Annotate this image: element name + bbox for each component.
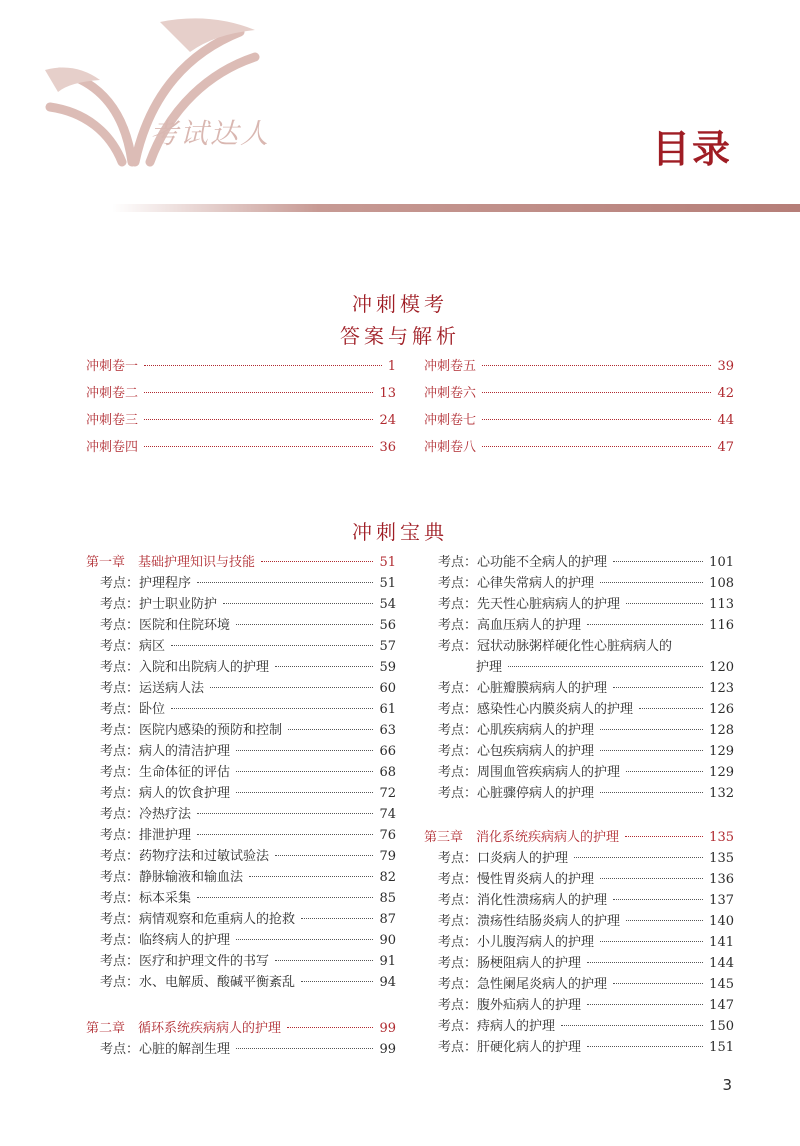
toc-entry[interactable]: 考点：静脉输液和输血法 82 <box>100 870 396 885</box>
toc-entry[interactable]: 考点：高血压病人的护理 116 <box>438 618 734 633</box>
toc-entry[interactable]: 考点：药物疗法和过敏试验法 79 <box>100 849 396 864</box>
toc-entry-multiline[interactable]: 考点：冠状动脉粥样硬化性心脏病病人的 <box>438 639 673 654</box>
chapter-heading[interactable]: 第二章 循环系统疾病病人的护理 99 <box>86 1021 396 1036</box>
page-number: 3 <box>722 1076 732 1094</box>
toc-entry[interactable]: 考点：小儿腹泻病人的护理 141 <box>438 935 734 950</box>
toc-entry[interactable]: 护理 120 <box>476 660 734 675</box>
toc-entry[interactable]: 冲刺卷三 24 <box>86 413 396 428</box>
toc-entry[interactable]: 冲刺卷四 36 <box>86 440 396 455</box>
toc-entry[interactable]: 考点：心肌疾病病人的护理 128 <box>438 723 734 738</box>
toc-entry[interactable]: 考点：入院和出院病人的护理 59 <box>100 660 396 675</box>
toc-entry[interactable]: 冲刺卷六 42 <box>424 386 734 401</box>
section-title: 冲刺宝典 <box>352 520 448 544</box>
chapter-heading[interactable]: 第三章 消化系统疾病病人的护理 135 <box>424 830 734 845</box>
page-title: 目录 <box>651 127 732 171</box>
toc-entry[interactable]: 考点：肠梗阻病人的护理 144 <box>438 956 734 971</box>
toc-entry[interactable]: 考点：护理程序 51 <box>100 576 396 591</box>
toc-entry[interactable]: 考点：护士职业防护 54 <box>100 597 396 612</box>
toc-entry[interactable]: 考点：卧位 61 <box>100 702 396 717</box>
toc-entry[interactable]: 考点：肝硬化病人的护理 151 <box>438 1040 734 1055</box>
toc-entry[interactable]: 考点：感染性心内膜炎病人的护理 126 <box>438 702 734 717</box>
toc-entry[interactable]: 考点：腹外疝病人的护理 147 <box>438 998 734 1013</box>
toc-entry[interactable]: 考点：心脏骤停病人的护理 132 <box>438 786 734 801</box>
toc-entry[interactable]: 冲刺卷五 39 <box>424 359 734 374</box>
header-band <box>112 204 800 212</box>
toc-entry[interactable]: 冲刺卷七 44 <box>424 413 734 428</box>
section-subtitle: 答案与解析 <box>340 324 460 348</box>
wing-logo-icon <box>40 12 300 182</box>
toc-entry[interactable]: 冲刺卷一 1 <box>86 359 396 374</box>
toc-entry[interactable]: 考点：水、电解质、酸碱平衡紊乱 94 <box>100 975 396 990</box>
toc-entry[interactable]: 考点：临终病人的护理 90 <box>100 933 396 948</box>
toc-entry[interactable]: 考点：痔病人的护理 150 <box>438 1019 734 1034</box>
toc-entry[interactable]: 冲刺卷二 13 <box>86 386 396 401</box>
toc-entry[interactable]: 考点：医院和住院环境 56 <box>100 618 396 633</box>
toc-entry[interactable]: 考点：急性阑尾炎病人的护理 145 <box>438 977 734 992</box>
toc-entry[interactable]: 考点：消化性溃疡病人的护理 137 <box>438 893 734 908</box>
toc-entry[interactable]: 考点：心脏瓣膜病病人的护理 123 <box>438 681 734 696</box>
toc-entry[interactable]: 考点：病人的饮食护理 72 <box>100 786 396 801</box>
toc-entry[interactable]: 考点：冷热疗法 74 <box>100 807 396 822</box>
toc-entry[interactable]: 考点：病情观察和危重病人的抢救 87 <box>100 912 396 927</box>
toc-entry[interactable]: 考点：医院内感染的预防和控制 63 <box>100 723 396 738</box>
brand-text: 考试达人 <box>150 117 271 150</box>
toc-entry[interactable]: 考点：标本采集 85 <box>100 891 396 906</box>
toc-entry[interactable]: 考点：医疗和护理文件的书写 91 <box>100 954 396 969</box>
section-title: 冲刺模考 <box>352 292 448 316</box>
toc-entry[interactable]: 考点：周围血管疾病病人的护理 129 <box>438 765 734 780</box>
toc-entry[interactable]: 考点：心律失常病人的护理 108 <box>438 576 734 591</box>
toc-entry[interactable]: 考点：运送病人法 60 <box>100 681 396 696</box>
toc-entry[interactable]: 考点：心功能不全病人的护理 101 <box>438 555 734 570</box>
toc-entry[interactable]: 考点：口炎病人的护理 135 <box>438 851 734 866</box>
toc-entry[interactable]: 考点：排泄护理 76 <box>100 828 396 843</box>
toc-entry[interactable]: 考点：病区 57 <box>100 639 396 654</box>
toc-entry[interactable]: 冲刺卷八 47 <box>424 440 734 455</box>
toc-entry[interactable]: 考点：心包疾病病人的护理 129 <box>438 744 734 759</box>
toc-entry[interactable]: 考点：慢性胃炎病人的护理 136 <box>438 872 734 887</box>
chapter-heading[interactable]: 第一章 基础护理知识与技能 51 <box>86 555 396 570</box>
toc-entry[interactable]: 考点：生命体征的评估 68 <box>100 765 396 780</box>
toc-entry[interactable]: 考点：先天性心脏病病人的护理 113 <box>438 597 734 612</box>
toc-entry[interactable]: 考点：溃疡性结肠炎病人的护理 140 <box>438 914 734 929</box>
toc-entry[interactable]: 考点：心脏的解剖生理 99 <box>100 1042 396 1057</box>
toc-entry[interactable]: 考点：病人的清洁护理 66 <box>100 744 396 759</box>
